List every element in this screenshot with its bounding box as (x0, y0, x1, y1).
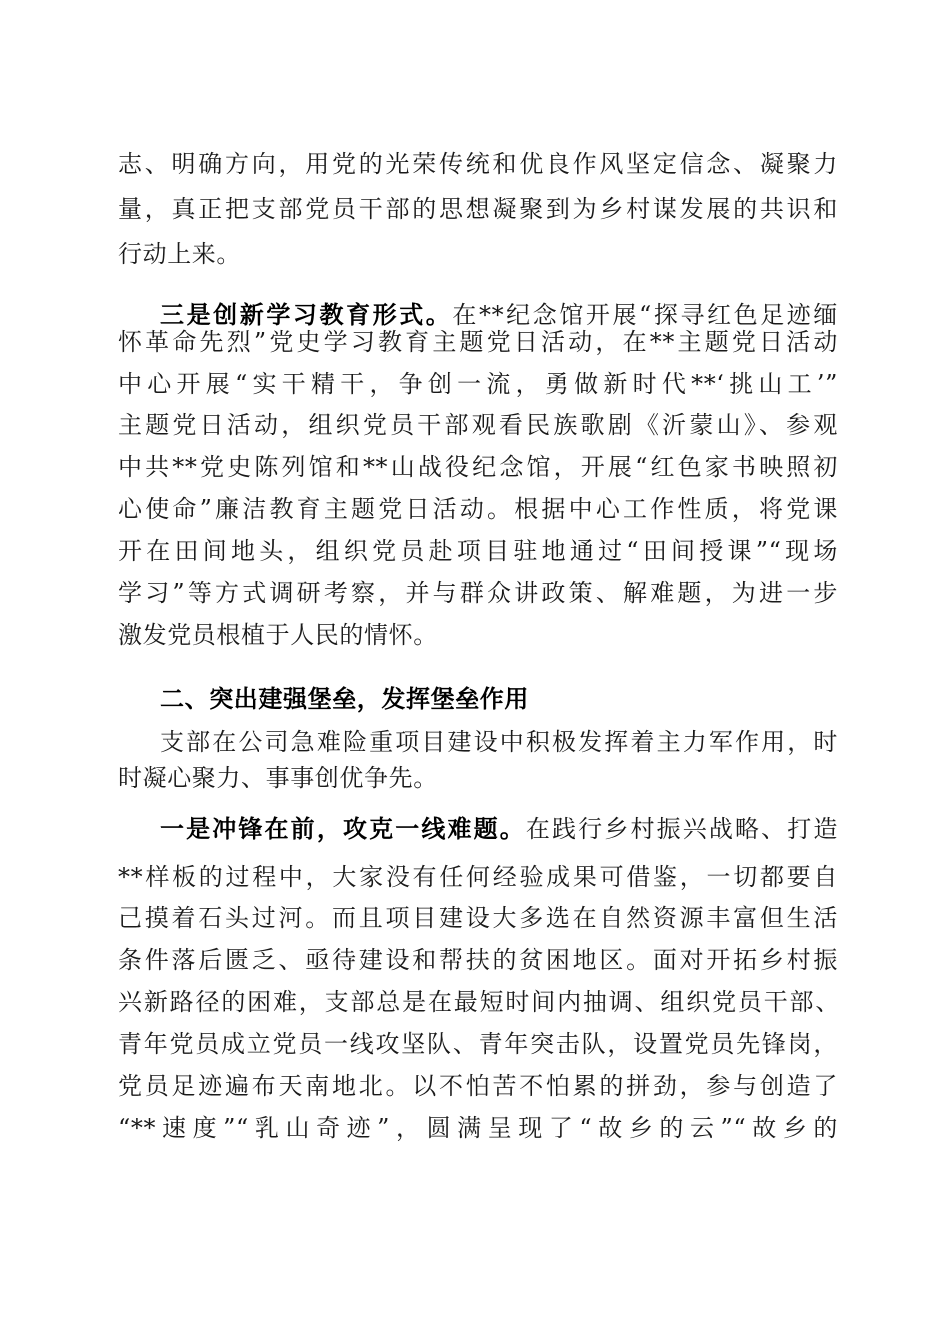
paragraph-line (118, 234, 838, 274)
paragraph-line (160, 722, 838, 762)
line-text: 青年党员成立党员一线攻坚队、青年突击队，设置党员先锋岗， (118, 1030, 838, 1058)
paragraph-line (118, 189, 838, 229)
paragraph-lead: 三是创新学习教育形式。 (160, 300, 453, 329)
paragraph-line (118, 1024, 838, 1064)
paragraph-line (118, 447, 838, 487)
paragraph-lead: 一是冲锋在前，攻克一线难题。 (160, 814, 526, 843)
line-text: 主题党日活动，组织党员干部观看民族歌剧《沂蒙山》、参观 (118, 411, 838, 439)
paragraph-line (118, 758, 838, 798)
paragraph-line (118, 364, 838, 404)
line-text: 党员足迹遍布天南地北。以不怕苦不怕累的拼劲，参与创造了 (118, 1072, 838, 1100)
paragraph-line (118, 1066, 838, 1106)
line-text: **样板的过程中，大家没有任何经验成果可借鉴，一切都要自 (118, 863, 838, 891)
paragraph-line (118, 898, 838, 938)
heading-text: 二、突出建强堡垒，发挥堡垒作用 (160, 685, 529, 713)
paragraph-line (118, 531, 838, 571)
line-text: 中心开展“实干精干，争创一流，勇做新时代**‘挑山工’” (118, 370, 838, 398)
paragraph-line (118, 322, 838, 362)
paragraph-line (118, 144, 838, 184)
line-text: 条件落后匮乏、亟待建设和帮扶的贫困地区。面对开拓乡村振 (118, 946, 838, 974)
line-text: 学习”等方式调研考察，并与群众讲政策、解难题，为进一步 (118, 579, 838, 607)
line-text: 激发党员根植于人民的情怀。 (118, 621, 438, 649)
line-text: 心使命”廉洁教育主题党日活动。根据中心工作性质，将党课 (118, 495, 838, 523)
paragraph-line (118, 405, 838, 445)
line-text: 量，真正把支部党员干部的思想凝聚到为乡村谋发展的共识和 (118, 195, 838, 223)
line-text: 兴新路径的困难，支部总是在最短时间内抽调、组织党员干部、 (118, 988, 840, 1016)
paragraph-line (118, 982, 840, 1022)
paragraph-line (118, 1108, 838, 1148)
line-text: 时凝心聚力、事事创优争先。 (118, 764, 438, 792)
line-text: 支部在公司急难险重项目建设中积极发挥着主力军作用，时 (160, 728, 838, 756)
paragraph-line (118, 615, 838, 655)
line-text: 在**纪念馆开展“探寻红色足迹缅 (452, 301, 838, 329)
line-text: “**速度”“乳山奇迹”，圆满呈现了“故乡的云”“故乡的 (118, 1114, 838, 1142)
line-text: 己摸着石头过河。而且项目建设大多选在自然资源丰富但生活 (118, 904, 838, 932)
section-heading (160, 679, 838, 719)
paragraph-line (160, 809, 838, 849)
paragraph-line (118, 573, 838, 613)
line-text: 在践行乡村振兴战略、打造 (525, 815, 838, 843)
line-text: 怀革命先烈”党史学习教育主题党日活动，在**主题党日活动 (118, 328, 838, 356)
paragraph-line (118, 940, 838, 980)
line-text: 志、明确方向，用党的光荣传统和优良作风坚定信念、凝聚力 (118, 150, 838, 178)
line-text: 行动上来。 (118, 240, 241, 268)
paragraph-line (118, 857, 838, 897)
line-text: 中共**党史陈列馆和**山战役纪念馆，开展“红色家书映照初 (118, 453, 838, 481)
paragraph-line (118, 489, 838, 529)
line-text: 开在田间地头，组织党员赴项目驻地通过“田间授课”“现场 (118, 537, 838, 565)
